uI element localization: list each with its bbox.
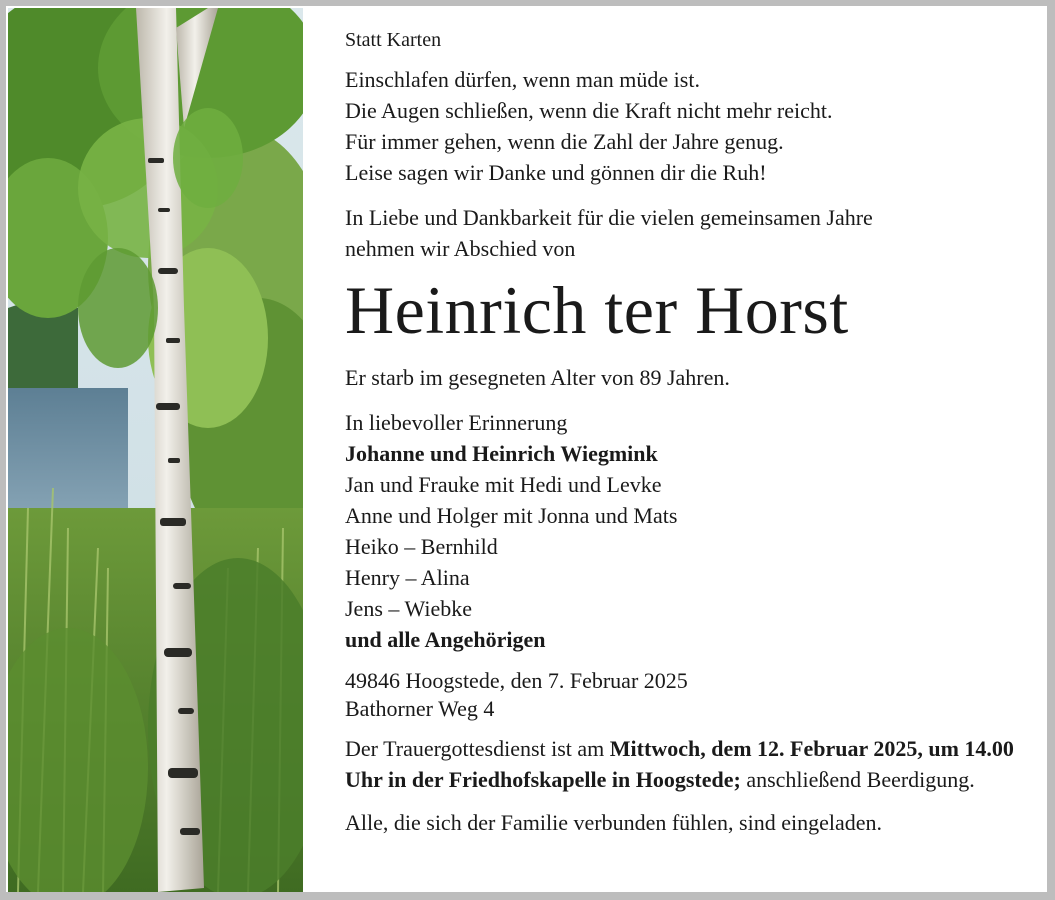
service-suffix: anschließend Beerdigung.: [740, 767, 975, 792]
birch-tree-photo: [8, 8, 303, 892]
service-info: [345, 733, 1025, 795]
memory-line: In liebevoller Erinnerung: [345, 410, 568, 435]
intro-line: nehmen wir Abschied von: [345, 236, 576, 261]
mourners: [345, 407, 1025, 655]
poem-line: Leise sagen wir Danke und gönnen dir die Ruh!: [345, 160, 767, 185]
header-label: Statt Karten: [345, 29, 442, 51]
age-line: Er starb im gesegneten Alter von 89 Jahren.: [345, 365, 730, 390]
obituary-notice: [6, 6, 1047, 892]
mourner-line: Heiko – Bernhild: [345, 534, 498, 559]
mourner-line: Johanne und Heinrich Wiegmink: [345, 441, 658, 466]
poem-line: Die Augen schließen, wenn die Kraft nicht mehr reicht.: [345, 98, 833, 123]
closing-line: Alle, die sich der Familie verbunden fühlen, sind eingeladen.: [345, 810, 883, 835]
address-line: Bathorner Weg 4: [345, 696, 495, 721]
poem: [345, 64, 1025, 188]
poem-line: Einschlafen dürfen, wenn man müde ist.: [345, 67, 700, 92]
address: [345, 667, 1025, 723]
mourner-line: und alle Angehörigen: [345, 627, 546, 652]
address-line: 49846 Hoogstede, den 7. Februar 2025: [345, 668, 688, 693]
deceased-name: Heinrich ter Horst: [345, 272, 849, 348]
service-details: Mittwoch, dem 12. Februar 2025, um 14.00 Uhr in der Friedhofskapelle in Hoogstede;: [345, 736, 1014, 792]
mourner-line: Henry – Alina: [345, 565, 470, 590]
intro: [345, 202, 1025, 264]
mourner-line: Anne und Holger mit Jonna und Mats: [345, 503, 678, 528]
notice-text: [345, 26, 1025, 838]
poem-line: Für immer gehen, wenn die Zahl der Jahre genug.: [345, 129, 784, 154]
mourner-line: Jens – Wiebke: [345, 596, 473, 621]
intro-line: In Liebe und Dankbarkeit für die vielen gemeinsamen Jahre: [345, 205, 873, 230]
service-prefix: Der Trauergottesdienst ist am: [345, 736, 610, 761]
mourner-line: Jan und Frauke mit Hedi und Levke: [345, 472, 662, 497]
